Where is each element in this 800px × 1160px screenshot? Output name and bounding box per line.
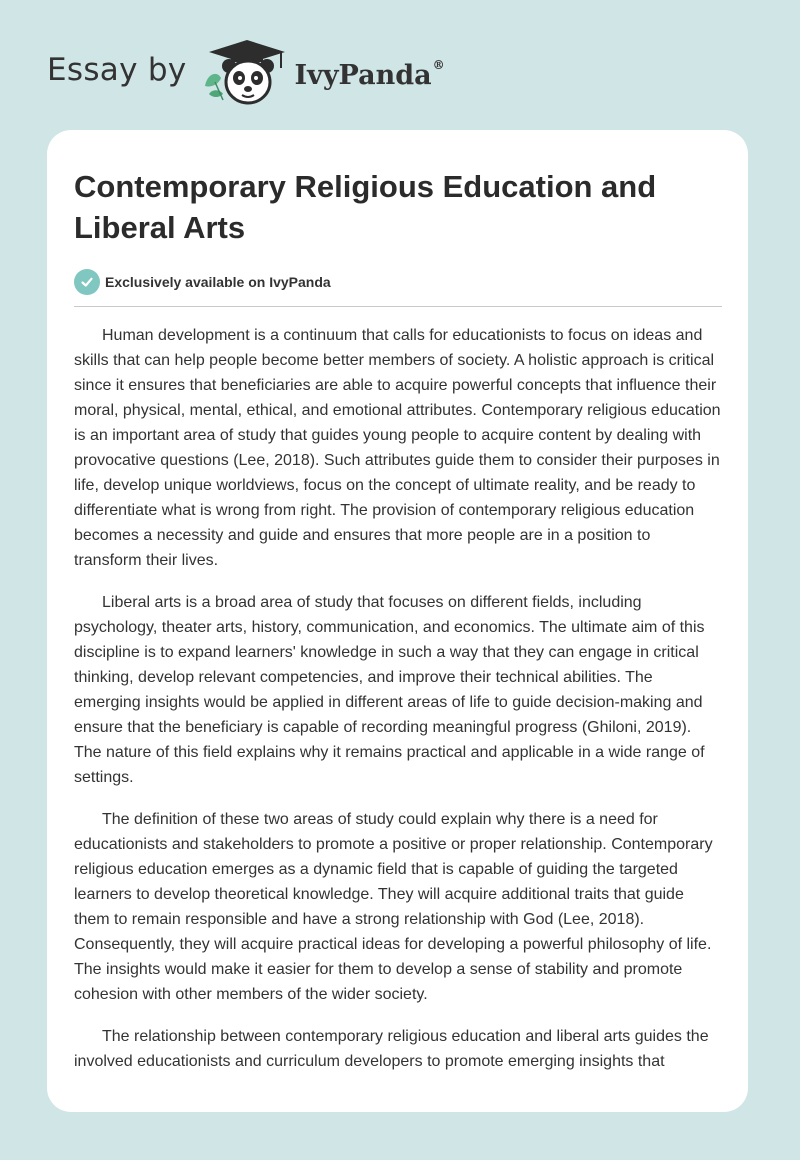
article-body bbox=[74, 323, 722, 1074]
exclusive-badge-text: Exclusively available on IvyPanda bbox=[105, 274, 331, 290]
article-card bbox=[47, 130, 748, 1112]
divider bbox=[74, 306, 722, 307]
paragraph: The definition of these two areas of study could explain why there is a need for educationists and stakeholders to promote a positive or proper relationship. Contemporary religious education emerges as a dynamic field that is capable of guiding the targeted learners to develop theoretical knowledge. They will acquire additional traits that guide them to remain responsible and have a strong relationship with God (Lee, 2018). Consequently, they will acquire practical ideas for developing a powerful philosophy of life. The insights would make it easier for them to develop a sense of stability and promote cohesion with other members of the wider society. bbox=[74, 811, 713, 1003]
brand-name-text: IvyPanda bbox=[294, 59, 432, 91]
essay-by-label: Essay by bbox=[47, 52, 187, 88]
panda-graduate-icon[interactable] bbox=[201, 38, 293, 108]
paragraph: Human development is a continuum that calls for educationists to focus on ideas and skills that can help people become better members of society. A holistic approach is critical since it ensures that beneficiaries are able to acquire powerful concepts that influence their moral, physical, mental, ethical, and emotional attributes. Contemporary religious education is an important area of study that guides young people to acquire content by dealing with provocative questions (Lee, 2018). Such attributes guide them to consider their purposes in life, develop unique worldviews, focus on the concept of ultimate reality, and be ready to differentiate what is wrong from right. The provision of contemporary religious education becomes a necessity and guide and ensures that more people are in a position to transform their lives. bbox=[74, 327, 721, 569]
paragraph: The relationship between contemporary religious education and liberal arts guides the involved educationists and curriculum developers to promote emerging insights that bbox=[74, 1028, 709, 1070]
page-title: Contemporary Religious Education and Liberal Arts bbox=[74, 169, 657, 245]
exclusive-badge bbox=[74, 269, 722, 295]
site-header bbox=[47, 38, 445, 108]
checkmark-icon bbox=[74, 269, 100, 295]
brand-name[interactable] bbox=[294, 57, 445, 91]
paragraph: Liberal arts is a broad area of study that focuses on different fields, including psychology, theater arts, history, communication, and economics. The ultimate aim of this discipline is to expand learners' knowledge in such a way that they can engage in critical thinking, develop relevant competencies, and improve their technical abilities. The emerging insights would be applied in different areas of life to guide decision-making and ensure that the beneficiary is capable of recording meaningful progress (Ghiloni, 2019). The nature of this field explains why it remains practical and applicable in a wide range of settings. bbox=[74, 594, 705, 786]
registered-mark: ® bbox=[432, 57, 445, 72]
